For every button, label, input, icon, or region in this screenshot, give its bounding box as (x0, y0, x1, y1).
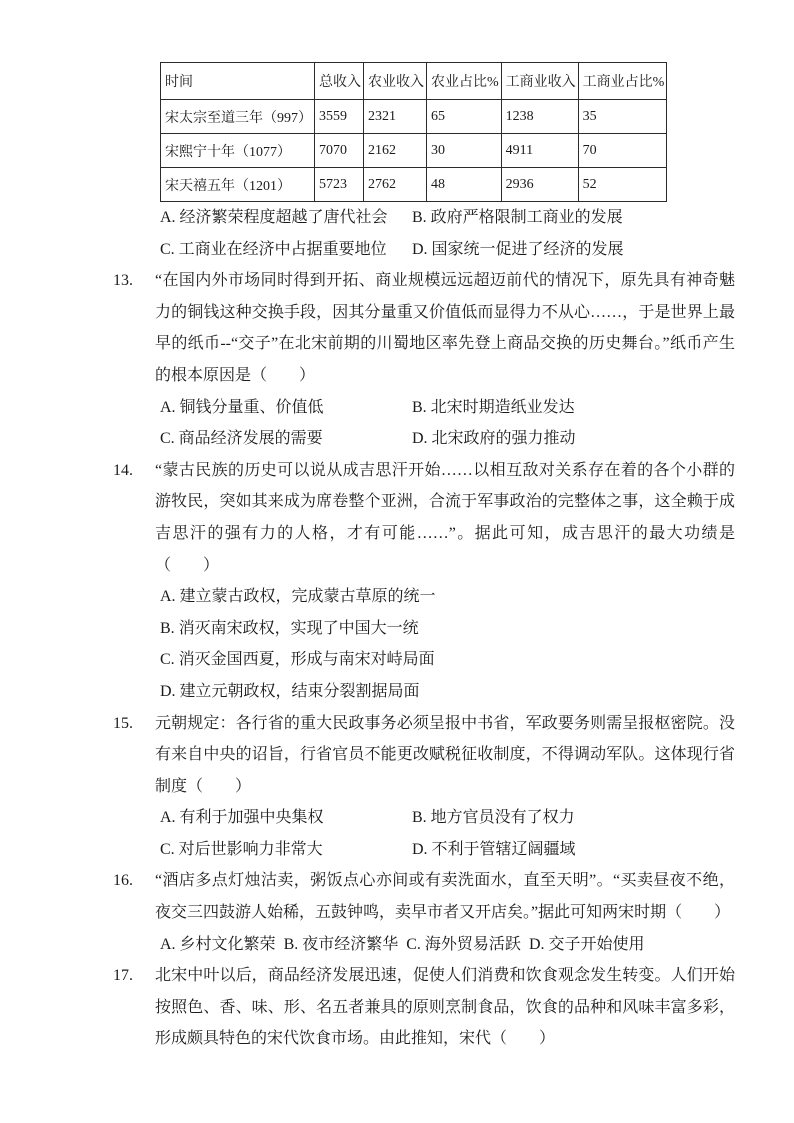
table-cell: 35 (578, 100, 667, 134)
option-item: A. 经济繁荣程度超越了唐代社会 (160, 209, 388, 226)
question-13-options (160, 392, 735, 455)
option-item: C. 消灭金国西夏，形成与南宋对峙局面 (160, 651, 435, 669)
table-cell: 宋天禧五年（1201） (161, 168, 315, 202)
option-item: B. 夜市经济繁华 (283, 935, 399, 953)
table-header-cell: 工商业占比% (578, 63, 667, 100)
option-item: D. 北宋政府的强力推动 (412, 430, 576, 448)
table-header-cell: 农业占比% (427, 63, 502, 100)
option-item: C. 海外贸易活跃 (406, 935, 521, 953)
table-cell: 2162 (364, 134, 427, 168)
table-cell: 4911 (501, 134, 578, 168)
option-item: B. 地方官员没有了权力 (412, 809, 575, 827)
question-15 (113, 708, 735, 803)
table-header-cell: 农业收入 (364, 63, 427, 100)
option-item: A. 乡村文化繁荣 (160, 935, 276, 953)
question-16 (113, 865, 735, 928)
question-text: 北宋中叶以后，商品经济发展迅速，促使人们消费和饮食观念发生转变。人们开始按照色、香、味、形、名五者兼具的原则烹制食品，饮食的品种和风味丰富多彩，形成颇具特色的宋代饮食市场。由此推知，宋代（ ） (155, 967, 735, 1048)
question-15-options (160, 802, 735, 865)
question-number: 13. (113, 272, 133, 290)
table-cell: 宋熙宁十年（1077） (161, 134, 315, 168)
table-cell: 70 (578, 134, 667, 168)
question-text: 元朝规定：各行省的重大民政事务必须呈报中书省，军政要务则需呈报枢密院。没有来自中央的诏旨，行省官员不能更改赋税征收制度，不得调动军队。这体现行省制度（ ） (155, 714, 735, 795)
question-14-options (160, 581, 735, 707)
table-cell: 宋太宗至道三年（997） (161, 100, 315, 134)
option-item: D. 建立元朝政权，结束分裂割据局面 (160, 682, 420, 700)
option-item: C. 对后世影响力非常大 (160, 840, 323, 858)
income-table (160, 62, 667, 202)
option-item: A. 建立蒙古政权，完成蒙古草原的统一 (160, 588, 436, 606)
question-16-options (160, 929, 735, 961)
question-text: “酒店多点灯烛沽卖，粥饭点心亦间或有卖洗面水，直至天明”。“买卖昼夜不绝，夜交三四鼓游人始稀，五鼓钟鸣，卖早市者又开店矣。”据此可知两宋时期（ ） (155, 872, 735, 922)
table-header-cell: 工商业收入 (501, 63, 578, 100)
question-13 (113, 265, 735, 391)
question-number: 17. (113, 967, 133, 985)
option-item: A. 铜钱分量重、价值低 (160, 398, 324, 416)
option-item: D. 国家统一促进了经济的发展 (412, 240, 624, 258)
option-item: D. 交子开始使用 (528, 935, 645, 953)
table-header-cell: 时间 (161, 63, 315, 100)
question-number: 14. (113, 461, 133, 479)
table-cell: 52 (578, 168, 667, 202)
table-cell: 30 (427, 134, 502, 168)
option-item: B. 政府严格限制工商业的发展 (412, 209, 623, 226)
table-cell: 2321 (364, 100, 427, 134)
table-row (161, 168, 667, 202)
option-item: B. 北宋时期造纸业发达 (412, 398, 575, 416)
question-14 (113, 455, 735, 581)
table-cell: 7070 (315, 134, 364, 168)
option-item: C. 商品经济发展的需要 (160, 430, 323, 448)
option-item: B. 消灭南宋政权，实现了中国大一统 (160, 619, 419, 637)
question-text: “蒙古民族的历史可以说从成吉思汗开始……以相互敌对关系存在着的各个小群的游牧民，突如其来成为席卷整个亚洲，合流于军事政治的完整体之事，这全赖于成吉思汗的强有力的人格，才有可能……”。据此可知，成吉思汗的最大功绩是（ ） (155, 461, 735, 574)
option-item: D. 不利于管辖辽阔疆域 (412, 840, 576, 858)
table-cell: 1238 (501, 100, 578, 134)
question-number: 15. (113, 714, 133, 732)
table-header-row (161, 63, 667, 100)
question-text: “在国内外市场同时得到开拓、商业规模远远超迈前代的情况下，原先具有神奇魅力的铜钱这种交换手段，因其分量重又价值低而显得力不从心……，于是世界上最早的纸币--“交子”在北宋前期的川蜀地区率先登上商品交换的历史舞台。”纸币产生的根本原因是（ ） (155, 272, 735, 384)
exam-content (113, 62, 735, 1055)
table-row (161, 134, 667, 168)
table-cell: 2762 (364, 168, 427, 202)
table-cell: 65 (427, 100, 502, 134)
table-header-cell: 总收入 (315, 63, 364, 100)
question-12-options (160, 202, 735, 265)
question-number: 16. (113, 872, 133, 890)
option-item: C. 工商业在经济中占据重要地位 (160, 240, 387, 258)
question-17 (113, 960, 735, 1055)
table-cell: 48 (427, 168, 502, 202)
table-cell: 5723 (315, 168, 364, 202)
table-row (161, 100, 667, 134)
option-item: A. 有利于加强中央集权 (160, 809, 324, 827)
table-cell: 2936 (501, 168, 578, 202)
table-cell: 3559 (315, 100, 364, 134)
